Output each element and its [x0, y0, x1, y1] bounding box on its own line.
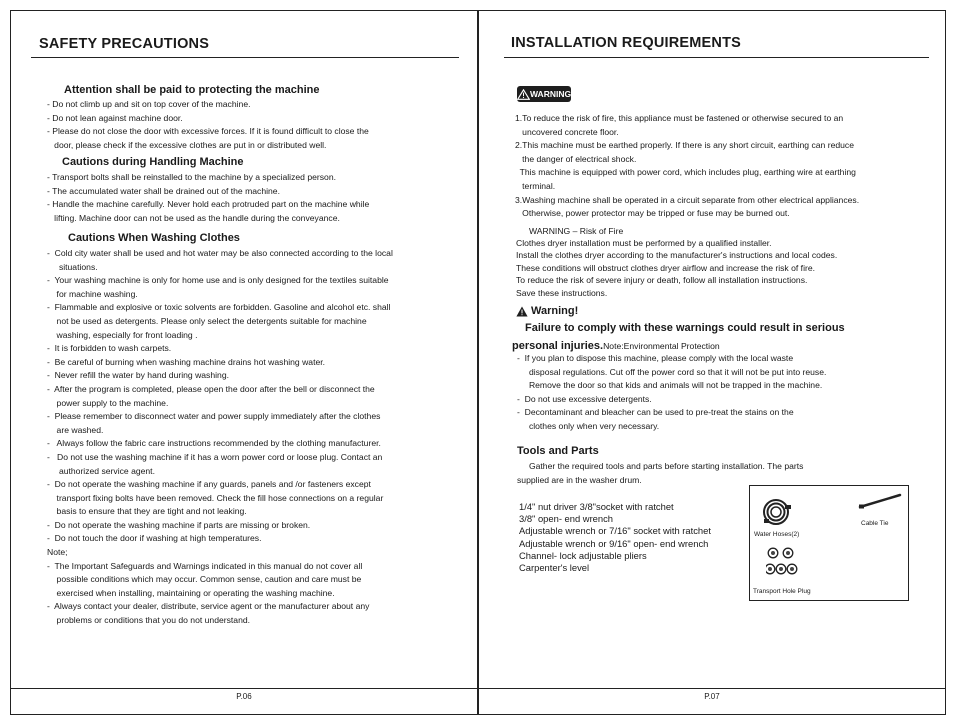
list-item: - Do not use the washing machine if it has a worn power cord or loose plug. Contact an — [47, 451, 383, 462]
list-item: - Do not climb up and sit on top cover of the machine. — [47, 99, 251, 109]
warning-title — [516, 302, 578, 320]
list-item: authorized service agent. — [47, 465, 155, 476]
list-item: - Never refill the water by hand during washing. — [47, 370, 229, 381]
fire-warning-heading: WARNING – Risk of Fire — [529, 226, 624, 236]
page-title: INSTALLATION REQUIREMENTS — [511, 35, 742, 51]
list-item: for machine washing. — [47, 288, 138, 299]
fire-warning-text — [516, 237, 936, 299]
page-title: SAFETY PRECAUTIONS — [39, 36, 210, 52]
list-item: Otherwise, power protector may be tripped or fuse may be burned out. — [515, 208, 790, 219]
list-item: This machine is equipped with power cord, which includes plug, earthing wire at earthing — [515, 167, 856, 178]
list-item: Carpenter's level — [519, 562, 590, 574]
list-item: terminal. — [515, 180, 556, 191]
list-item: not be used as detergents. Please only select the detergents suitable for machine — [47, 315, 367, 326]
list-item: possible conditions which may occur. Common sense, caution and care must be — [47, 574, 362, 585]
list-item: Install the clothes dryer according to the manufacturer's instructions and local codes. — [516, 250, 838, 261]
list-item: - Decontaminant and bleacher can be used to pre-treat the stains on the — [517, 407, 794, 418]
list-item: Clothes dryer installation must be performed by a qualified installer. — [516, 238, 772, 248]
title-divider — [31, 57, 459, 58]
list-item: To reduce the risk of severe injury or death, follow all installation instructions. — [516, 275, 808, 286]
list-item: problems or conditions that you do not understand. — [47, 615, 251, 626]
list-item: washing, especially for front loading . — [47, 329, 198, 340]
list-item: - Please remember to disconnect water and power supply immediately after the clothes — [47, 411, 381, 422]
failure-warning-line: Failure to comply with these warnings could result in serious — [525, 322, 845, 334]
list-item: - Do not lean against machine door. — [47, 112, 183, 123]
list-item: Save these instructions. — [516, 287, 608, 298]
section-body — [47, 98, 467, 152]
list-item: door, please check if the excessive clothes are put in or distributed well. — [47, 139, 327, 150]
list-item: uncovered concrete floor. — [515, 126, 619, 137]
title-divider — [504, 57, 929, 58]
list-item: Adjustable wrench or 9/16" open- end wrench — [519, 537, 709, 549]
tools-list — [519, 501, 749, 574]
list-item: transport fixing bolts have been removed. Check the fill hose connections on a regular — [47, 492, 384, 503]
parts-box — [749, 485, 909, 601]
list-item: Note; — [47, 547, 68, 558]
list-item: lifting. Machine door can not be used as the handle during the conveyance. — [47, 212, 340, 223]
list-item: power supply to the machine. — [47, 397, 169, 408]
list-item: basis to ensure that they are tight and not leaking. — [47, 506, 247, 517]
warning-badge — [517, 86, 571, 102]
list-item: 2.This machine must be earthed properly. If there is any short circuit, earthing can reduce — [515, 140, 854, 151]
section-heading: Cautions during Handling Machine — [62, 156, 244, 168]
list-item: 3.Washing machine shall be operated in a circuit separate from other electrical appliances. — [515, 194, 860, 205]
list-item: disposal regulations. Cut off the power cord so that it will not be put into reuse. — [517, 366, 827, 377]
right-page — [478, 10, 946, 715]
failure-warning-text: personal injuries. — [512, 340, 604, 352]
page-number: P.06 — [236, 692, 252, 701]
list-item: - Transport bolts shall be reinstalled to the machine by a specialized person. — [47, 172, 337, 182]
list-item: - Do not operate the washing machine if parts are missing or broken. — [47, 519, 311, 530]
cable-tie-icon — [858, 492, 903, 510]
section-heading: Tools and Parts — [517, 445, 599, 457]
list-item: - Flammable and explosive or toxic solvents are forbidden. Gasoline and alcohol etc. shall — [47, 302, 391, 313]
transport-hole-plug-label: Transport Hole Plug — [753, 588, 811, 595]
list-item: - Do not touch the door if washing at high temperatures. — [47, 533, 262, 544]
list-item: - Do not operate the washing machine if any guards, panels and /or fasteners except — [47, 479, 371, 490]
section-heading: Cautions When Washing Clothes — [68, 232, 240, 244]
section-body — [47, 247, 472, 628]
warning-badge-label: WARNING — [530, 89, 572, 99]
list-item: - The accumulated water shall be drained out of the machine. — [47, 185, 280, 196]
list-item: - Always follow the fabric care instructions recommended by the clothing manufacturer. — [47, 438, 381, 449]
page-number: P.07 — [704, 692, 720, 701]
list-item: Gather the required tools and parts before starting installation. The parts — [517, 461, 804, 471]
cable-tie-label: Cable Tie — [861, 520, 889, 527]
list-item: - It is forbidden to wash carpets. — [47, 343, 172, 354]
list-item: situations. — [47, 261, 98, 272]
list-item: - Please do not close the door with excessive forces. If it is found difficult to close the — [47, 126, 369, 137]
list-item: Channel- lock adjustable pliers — [519, 549, 647, 561]
left-page — [10, 10, 478, 715]
warning-triangle-icon — [516, 306, 528, 317]
list-item: 1.To reduce the risk of fire, this appliance must be fastened or otherwise secured to an — [515, 113, 844, 123]
warning-title-text: Warning! — [531, 305, 579, 317]
list-item: Adjustable wrench or 7/16" socket with ratchet — [519, 525, 711, 537]
numbered-warnings — [515, 112, 935, 221]
list-item: - Cold city water shall be used and hot water may be also connected according to the local — [47, 248, 393, 258]
section-body — [47, 171, 467, 225]
list-item: Remove the door so that kids and animals will not be trapped in the machine. — [517, 380, 823, 391]
list-item: - Your washing machine is only for home use and is only designed for the textiles suitable — [47, 275, 389, 286]
list-item: - If you plan to dispose this machine, please comply with the local waste — [517, 353, 794, 363]
list-item: supplied are in the washer drum. — [517, 474, 642, 485]
list-item: - Handle the machine carefully. Never hold each protruded part on the machine while — [47, 199, 370, 210]
list-item: - After the program is completed, please open the door after the bell or disconnect the — [47, 383, 375, 394]
list-item: - Always contact your dealer, distribute, service agent or the manufacturer about any — [47, 601, 370, 612]
transport-hole-plug-icon — [766, 545, 800, 579]
list-item: are washed. — [47, 424, 104, 435]
list-item: exercised when installing, maintaining or operating the washing machine. — [47, 587, 335, 598]
water-hose-icon — [760, 495, 794, 529]
list-item: - The Important Safeguards and Warnings indicated in this manual do not cover all — [47, 560, 363, 571]
warning-triangle-icon — [517, 86, 530, 102]
list-item: clothes only when very necessary. — [517, 420, 660, 431]
list-item: These conditions will obstruct clothes dryer airflow and increase the risk of fire. — [516, 262, 816, 273]
list-item: - Be careful of burning when washing machine drains hot washing water. — [47, 356, 326, 367]
section-heading: Attention shall be paid to protecting the machine — [64, 84, 320, 96]
list-item: - Do not use excessive detergents. — [517, 393, 652, 404]
environment-notes — [517, 352, 937, 434]
list-item: the danger of electrical shock. — [515, 153, 637, 164]
water-hoses-label: Water Hoses(2) — [754, 531, 800, 538]
tools-intro — [517, 460, 937, 487]
footer-divider — [479, 688, 945, 689]
list-item: 1/4" nut driver 3/8"socket with ratchet — [519, 501, 674, 512]
footer-divider — [11, 688, 477, 689]
environment-note-label: Note:Environmental Protection — [603, 341, 720, 351]
list-item: 3/8" open- end wrench — [519, 513, 614, 525]
